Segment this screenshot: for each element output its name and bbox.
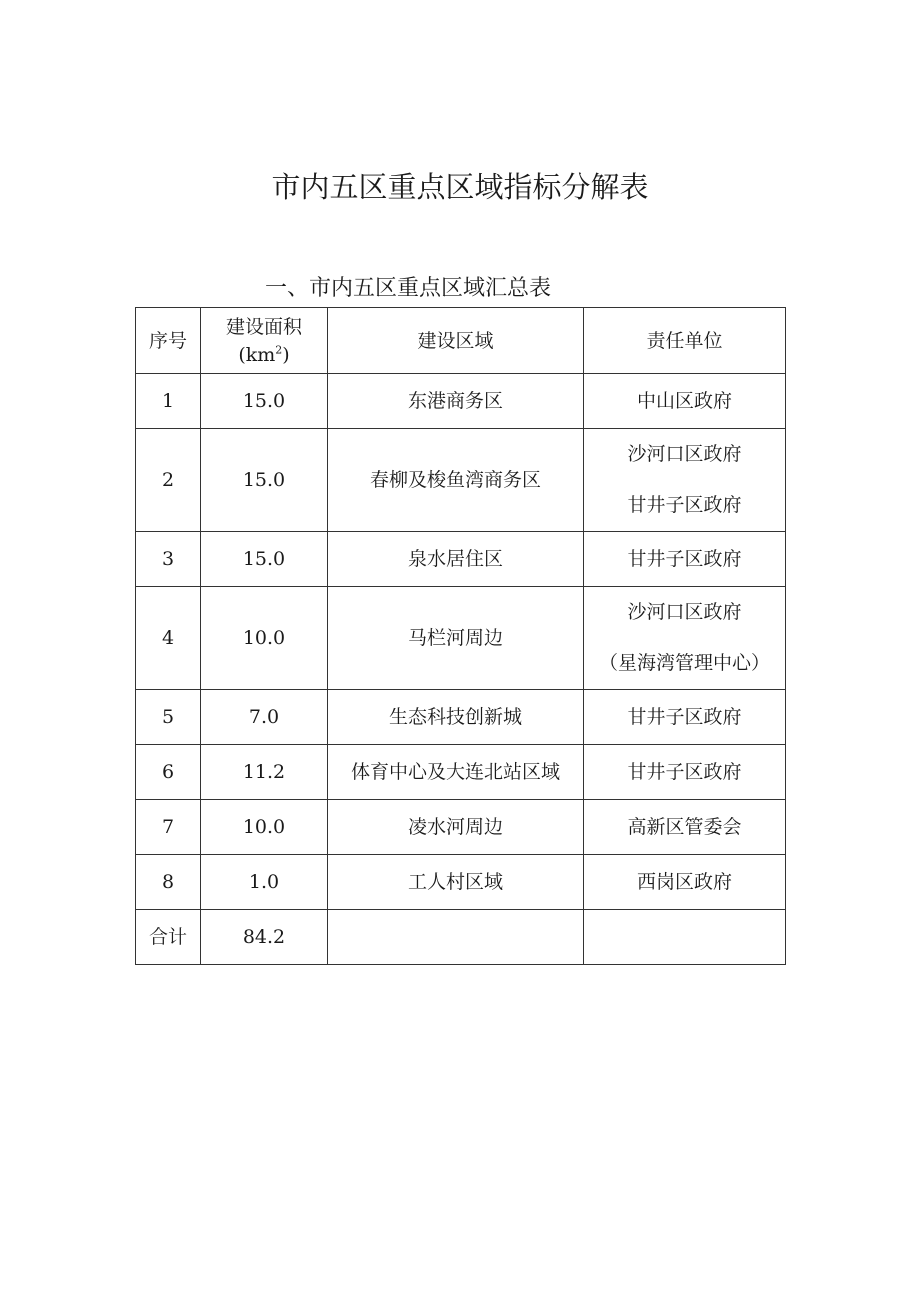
row-area: 15.0 xyxy=(201,429,328,532)
header-area-unit xyxy=(201,341,327,369)
table-row xyxy=(136,745,786,800)
row-index: 1 xyxy=(136,374,201,429)
responsible-line: 甘井子区政府 xyxy=(627,494,742,516)
header-region: 建设区域 xyxy=(328,308,584,374)
header-area xyxy=(201,308,328,374)
header-area-label: 建设面积 xyxy=(225,315,302,338)
row-responsible: 甘井子区政府 xyxy=(584,745,786,800)
table-row xyxy=(136,690,786,745)
row-area: 10.0 xyxy=(201,587,328,690)
header-area-unit-sup: 2 xyxy=(275,343,283,357)
row-index: 2 xyxy=(136,429,201,532)
header-responsible: 责任单位 xyxy=(584,308,786,374)
row-responsible: 西岗区政府 xyxy=(584,855,786,910)
header-area-unit-prefix: (km xyxy=(238,343,276,366)
row-index: 3 xyxy=(136,532,201,587)
row-responsible: 甘井子区政府 xyxy=(584,532,786,587)
responsible-line: （星海湾管理中心） xyxy=(598,652,770,674)
row-responsible: 甘井子区政府 xyxy=(584,690,786,745)
row-region: 体育中心及大连北站区域 xyxy=(328,745,584,800)
row-index: 6 xyxy=(136,745,201,800)
header-area-unit-suffix: ) xyxy=(282,343,290,366)
row-region: 泉水居住区 xyxy=(328,532,584,587)
row-responsible xyxy=(584,429,786,532)
row-index: 7 xyxy=(136,800,201,855)
row-region: 马栏河周边 xyxy=(328,587,584,690)
total-label: 合计 xyxy=(136,910,201,965)
row-region: 生态科技创新城 xyxy=(328,690,584,745)
row-area: 7.0 xyxy=(201,690,328,745)
table-row xyxy=(136,429,786,532)
row-area: 15.0 xyxy=(201,532,328,587)
summary-table xyxy=(135,307,786,965)
responsible-line: 沙河口区政府 xyxy=(627,601,742,623)
row-region: 东港商务区 xyxy=(328,374,584,429)
row-area: 11.2 xyxy=(201,745,328,800)
row-responsible: 中山区政府 xyxy=(584,374,786,429)
total-area: 84.2 xyxy=(201,910,328,965)
row-area: 1.0 xyxy=(201,855,328,910)
table-row xyxy=(136,532,786,587)
total-region xyxy=(328,910,584,965)
row-index: 5 xyxy=(136,690,201,745)
table-row xyxy=(136,374,786,429)
row-responsible: 高新区管委会 xyxy=(584,800,786,855)
row-region: 春柳及梭鱼湾商务区 xyxy=(328,429,584,532)
table-row xyxy=(136,855,786,910)
row-region: 工人村区域 xyxy=(328,855,584,910)
row-area: 10.0 xyxy=(201,800,328,855)
row-index: 4 xyxy=(136,587,201,690)
table-row xyxy=(136,587,786,690)
header-index: 序号 xyxy=(136,308,201,374)
row-responsible xyxy=(584,587,786,690)
row-index: 8 xyxy=(136,855,201,910)
page-title: 市内五区重点区域指标分解表 xyxy=(271,170,649,204)
row-area: 15.0 xyxy=(201,374,328,429)
total-responsible xyxy=(584,910,786,965)
section-heading: 一、市内五区重点区域汇总表 xyxy=(265,276,552,301)
table-row xyxy=(136,800,786,855)
responsible-line: 沙河口区政府 xyxy=(627,443,742,465)
table-header-row xyxy=(136,308,786,374)
table-total-row xyxy=(136,910,786,965)
row-region: 凌水河周边 xyxy=(328,800,584,855)
